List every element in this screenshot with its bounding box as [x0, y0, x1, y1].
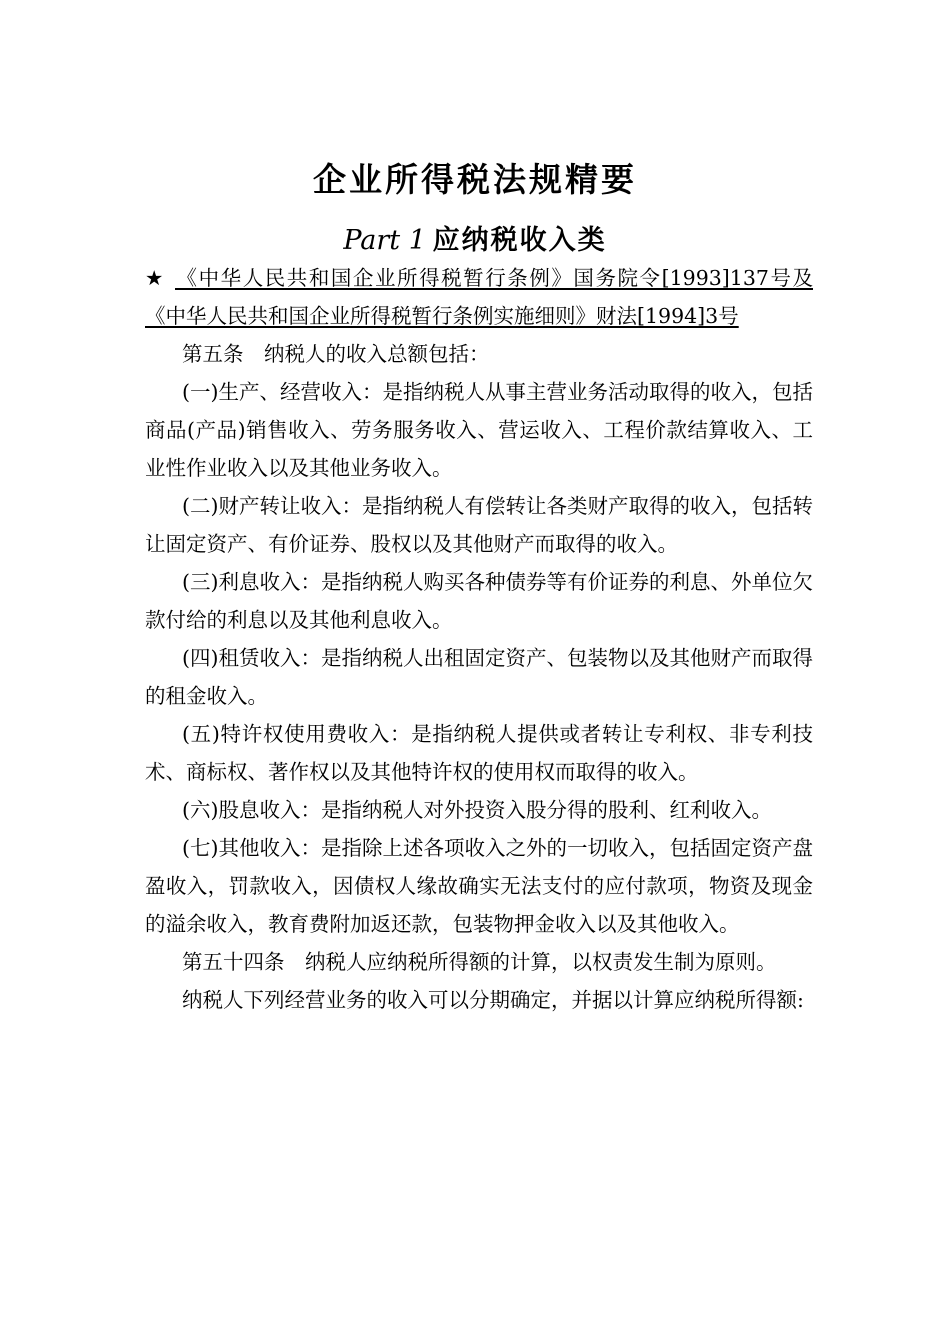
- income-item-3: (三)利息收入：是指纳税人购买各种债券等有价证券的利息、外单位欠款付给的利息以及其他利息收入。: [145, 570, 813, 632]
- document-body: [145, 259, 813, 1019]
- income-item-7: (七)其他收入：是指除上述各项收入之外的一切收入，包括固定资产盘盈收入，罚款收入，因债权人缘故确实无法支付的应付款项，物资及现金的溢余收入，教育费附加返还款，包装物押金收入以及其他收入。: [145, 836, 813, 936]
- part-heading: [0, 222, 950, 259]
- installment-income-paragraph: 纳税人下列经营业务的收入可以分期确定，并据以计算应纳税所得额:: [182, 988, 804, 1012]
- article-54: 第五十四条 纳税人应纳税所得额的计算，以权责发生制为原则。: [182, 950, 777, 974]
- income-item-6: (六)股息收入：是指纳税人对外投资入股分得的股利、红利收入。: [182, 798, 772, 822]
- income-item-1: (一)生产、经营收入：是指纳税人从事主营业务活动取得的收入，包括商品(产品)销售收入、劳务服务收入、营运收入、工程价款结算收入、工业性作业收入以及其他业务收入。: [145, 380, 813, 480]
- part-label: Part 1: [343, 225, 426, 256]
- income-item-4: (四)租赁收入：是指纳税人出租固定资产、包装物以及其他财产而取得的租金收入。: [145, 646, 813, 708]
- regulation-reference: [145, 259, 813, 335]
- part-title: 应纳税收入类: [432, 225, 607, 256]
- income-item-5: (五)特许权使用费收入：是指纳税人提供或者转让专利权、非专利技术、商标权、著作权以及其他特许权的使用权而取得的收入。: [145, 722, 813, 784]
- star-icon: ★: [145, 266, 164, 290]
- regulation-reference-text: 《中华人民共和国企业所得税暂行条例》国务院令[1993]137号及《中华人民共和国企业所得税暂行条例实施细则》财法[1994]3号: [145, 266, 813, 328]
- income-item-2: (二)财产转让收入：是指纳税人有偿转让各类财产取得的收入，包括转让固定资产、有价证券、股权以及其他财产而取得的收入。: [145, 494, 813, 556]
- document-title: 企业所得税法规精要: [313, 160, 637, 199]
- article-5-heading: 第五条 纳税人的收入总额包括：: [182, 342, 490, 366]
